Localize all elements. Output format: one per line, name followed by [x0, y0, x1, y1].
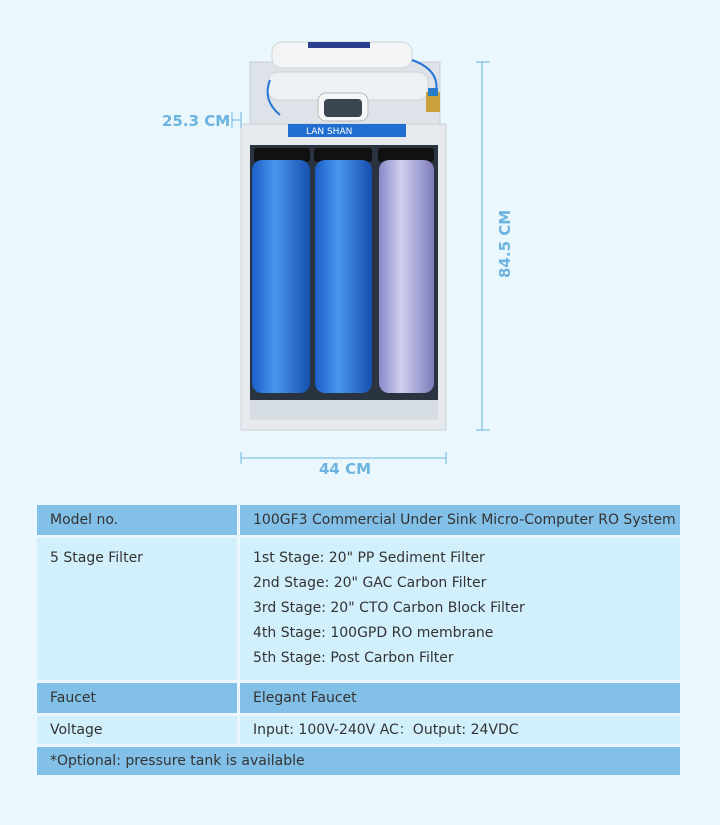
model-label: Model no.: [37, 505, 237, 535]
filter-housing-1: [252, 160, 310, 393]
voltage-value: Input: 100V-240V AC：Output: 24VDC: [240, 716, 680, 744]
stage-4: 4th Stage: 100GPD RO membrane: [253, 625, 494, 641]
stage-2: 2nd Stage: 20" GAC Carbon Filter: [253, 575, 487, 591]
optional-note: *Optional: pressure tank is available: [37, 747, 680, 775]
filter-label: 5 Stage Filter: [37, 538, 237, 680]
table-row-note: [37, 747, 680, 775]
filter-stages: [240, 538, 680, 680]
stage-3: 3rd Stage: 20" CTO Carbon Block Filter: [253, 600, 525, 616]
height-dimension: 84.5 CM: [496, 209, 514, 278]
model-value: 100GF3 Commercial Under Sink Micro-Computer RO System: [240, 505, 680, 535]
stage-1: 1st Stage: 20" PP Sediment Filter: [253, 550, 485, 566]
faucet-value: Elegant Faucet: [240, 683, 680, 713]
depth-dimension: 25.3 CM: [162, 112, 231, 130]
filter-housing-3: [379, 160, 434, 393]
width-dimension: 44 CM: [319, 460, 372, 478]
brand-label: LAN SHAN: [306, 127, 353, 137]
table-row-model: [37, 505, 680, 535]
table-row-filter: [37, 538, 680, 680]
table-row-voltage: [37, 716, 680, 744]
filter-housing-2: [315, 160, 372, 393]
voltage-label: Voltage: [37, 716, 237, 744]
table-row-faucet: [37, 683, 680, 713]
stage-5: 5th Stage: Post Carbon Filter: [253, 650, 454, 666]
faucet-label: Faucet: [37, 683, 237, 713]
